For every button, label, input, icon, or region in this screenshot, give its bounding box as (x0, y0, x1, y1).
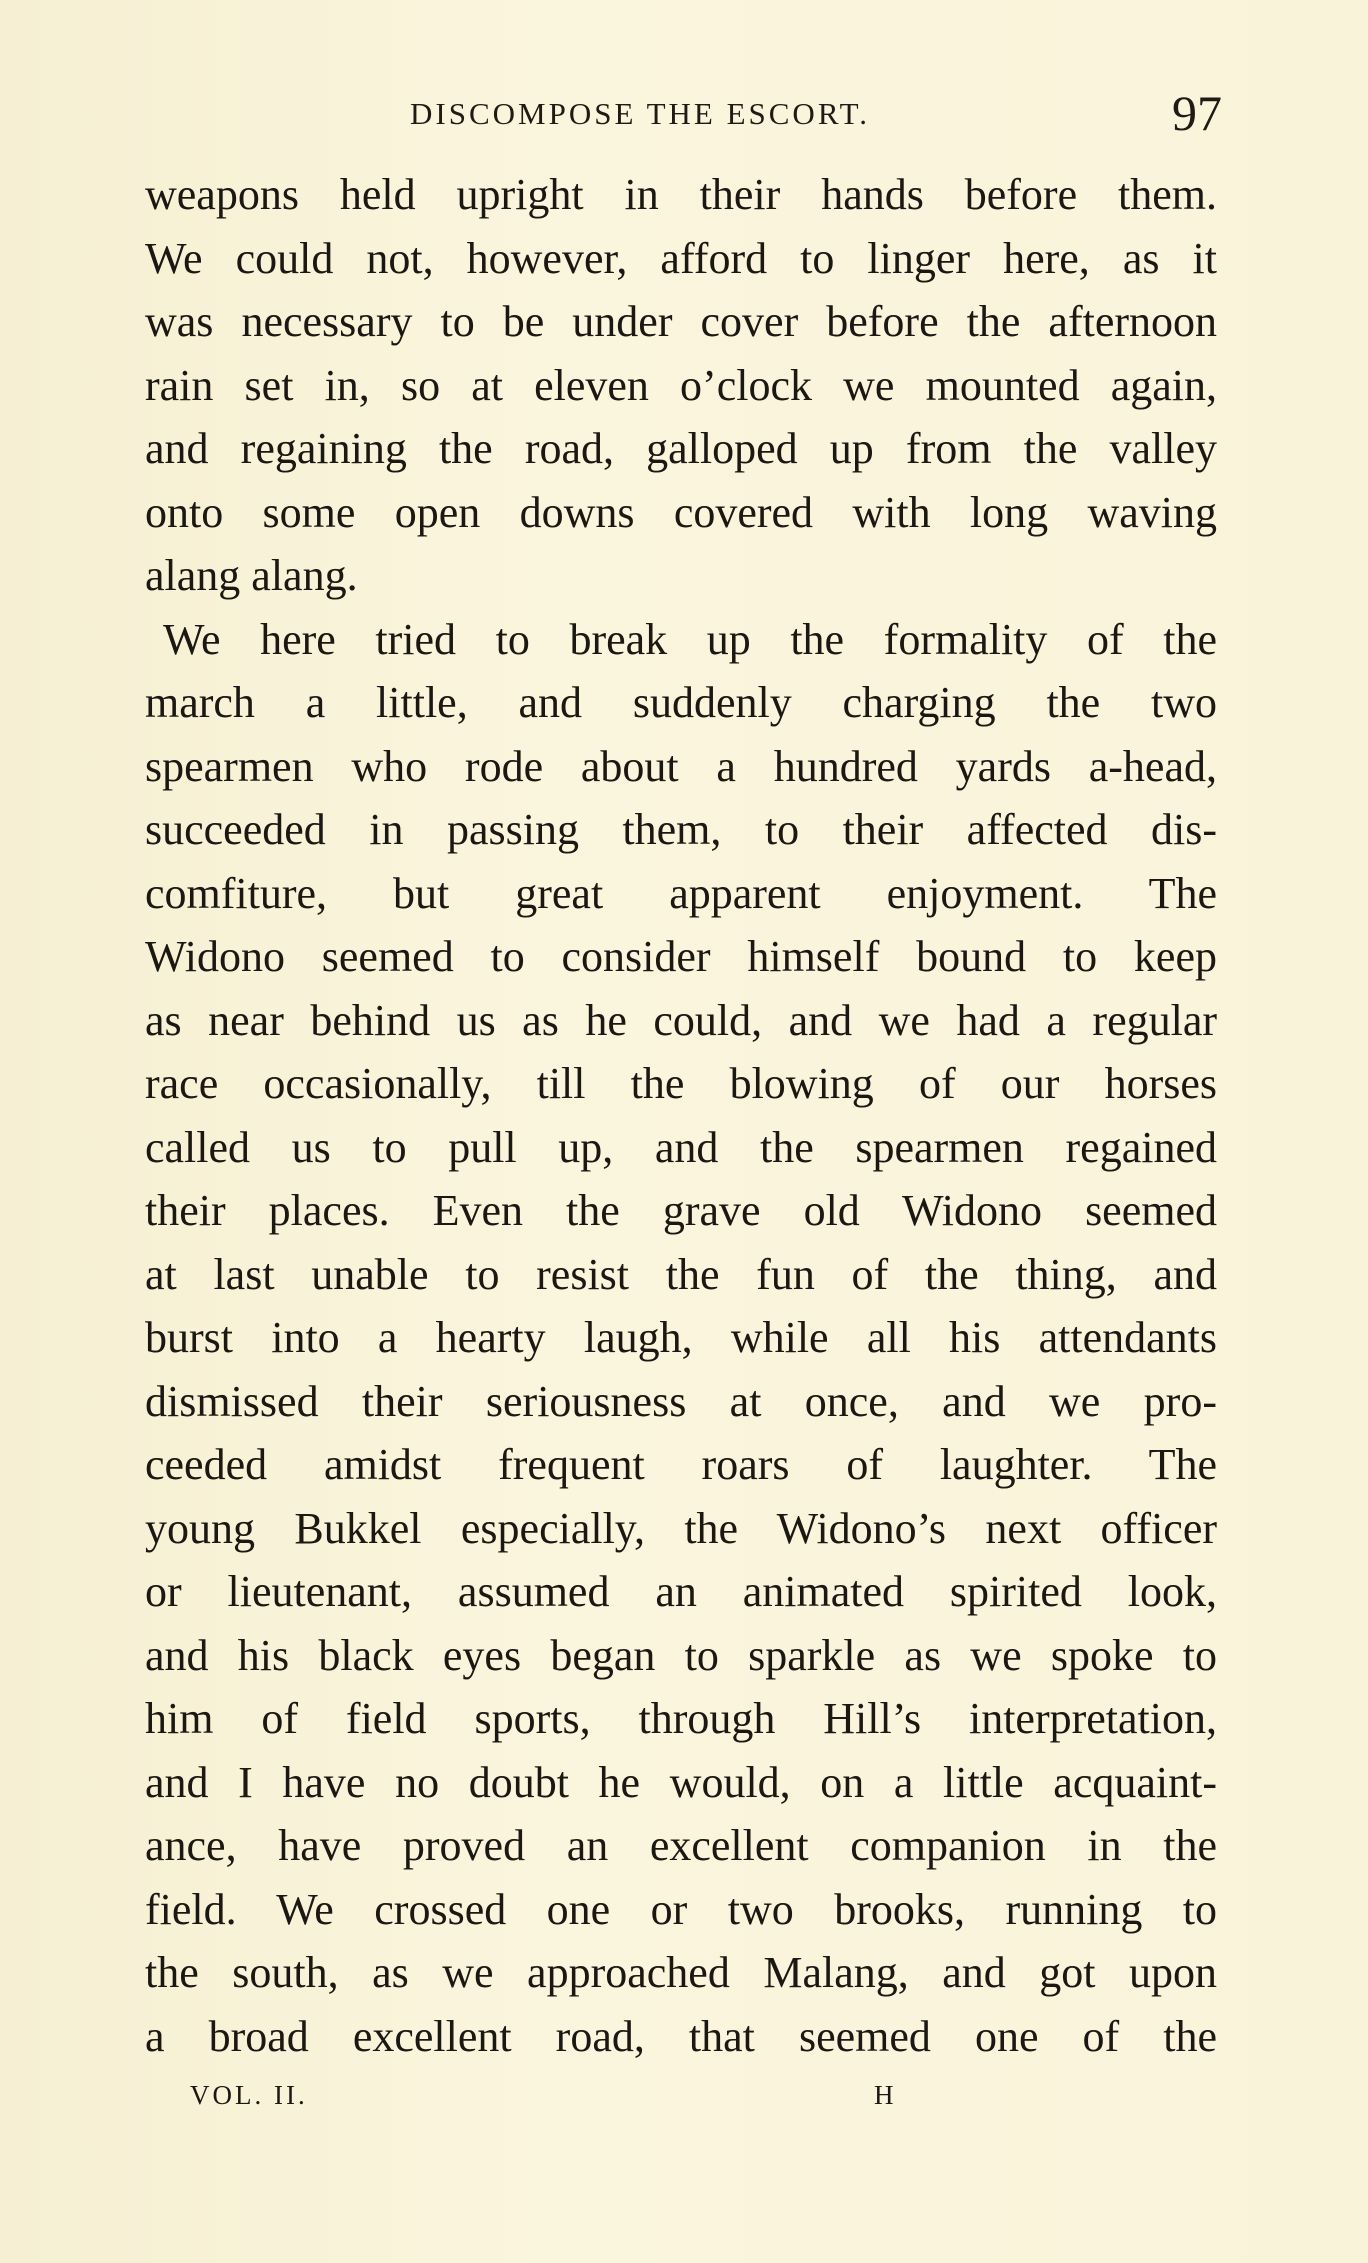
text-line: him of field sports, through Hill’s interpretation, (145, 1694, 1217, 1743)
text-line: burst into a hearty laugh, while all his attendants (145, 1313, 1217, 1362)
text-line: a broad excellent road, that seemed one of the (145, 2011, 1217, 2061)
volume-label: VOL. II. (190, 2080, 308, 2110)
text-line: or lieutenant, assumed an animated spirited look, (145, 1567, 1217, 1616)
text-line: weapons held upright in their hands before them. (145, 170, 1217, 219)
signature-mark: H (874, 2080, 894, 2110)
page-footer (190, 2080, 990, 2120)
text-line: Widono seemed to consider himself bound to keep (145, 932, 1217, 981)
text-line: succeeded in passing them, to their affected dis- (145, 805, 1217, 854)
text-line: dismissed their seriousness at once, and we pro- (145, 1376, 1217, 1426)
text-line: march a little, and suddenly charging the two (145, 678, 1217, 727)
text-line: ance, have proved an excellent companion in the (145, 1821, 1217, 1870)
text-line: and I have no doubt he would, on a little acquaint- (145, 1757, 1217, 1807)
text-line: their places. Even the grave old Widono seemed (145, 1186, 1217, 1235)
text-line: spearmen who rode about a hundred yards a-head, (145, 741, 1217, 791)
text-line: comfiture, but great apparent enjoyment. The (145, 868, 1217, 918)
text-line: and his black eyes began to sparkle as we spoke to (145, 1630, 1217, 1680)
body-text (145, 163, 1217, 2068)
page-header (140, 85, 1232, 148)
text-line: young Bukkel especially, the Widono’s next officer (145, 1503, 1217, 1553)
text-line: at last unable to resist the fun of the thing, and (145, 1249, 1217, 1299)
running-head: DISCOMPOSE THE ESCORT. (410, 96, 871, 131)
text-line: as near behind us as he could, and we had a regular (145, 995, 1217, 1045)
text-line: and regaining the road, galloped up from the valley (145, 424, 1217, 473)
text-line: onto some open downs covered with long waving (145, 487, 1217, 537)
text-line: rain set in, so at eleven o’clock we mounted again, (145, 360, 1217, 410)
text-line: alang alang. (145, 551, 358, 600)
text-line: was necessary to be under cover before the afternoon (145, 297, 1217, 346)
text-line: We could not, however, afford to linger here, as it (145, 233, 1217, 283)
text-line: called us to pull up, and the spearmen regained (145, 1122, 1217, 1172)
page-number: 97 (1172, 85, 1222, 141)
text-line: race occasionally, till the blowing of our horses (145, 1059, 1217, 1108)
text-line: ceeded amidst frequent roars of laughter. The (145, 1440, 1217, 1489)
text-line: We here tried to break up the formality of the (163, 614, 1217, 664)
text-line: field. We crossed one or two brooks, running to (145, 1884, 1217, 1934)
text-line: the south, as we approached Malang, and got upon (145, 1948, 1217, 1997)
